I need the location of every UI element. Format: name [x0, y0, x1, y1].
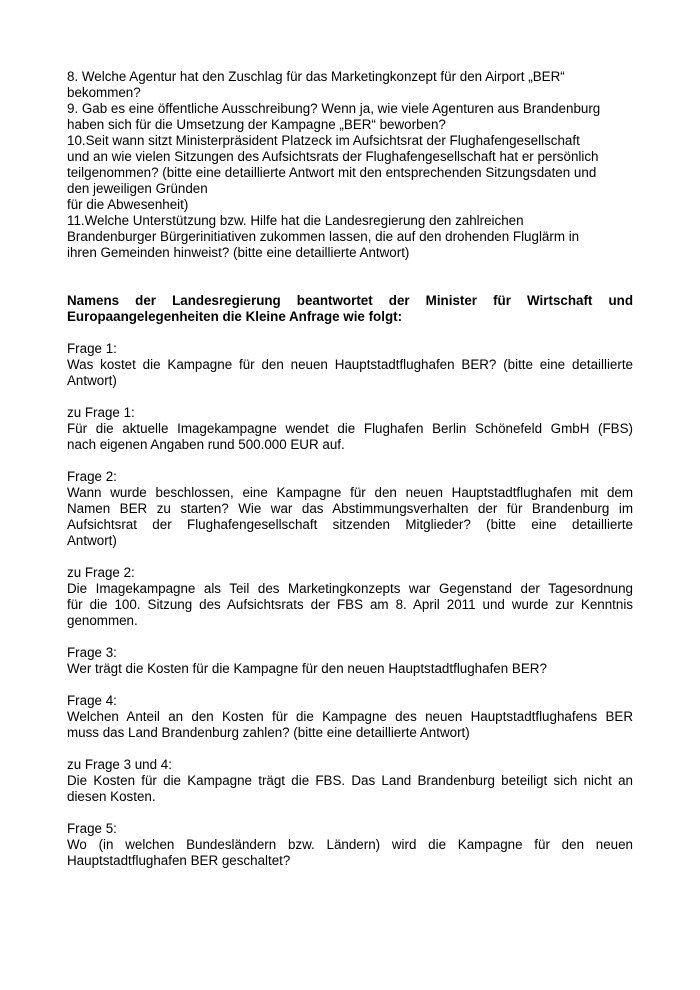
spacer [67, 629, 633, 645]
text-line: Wer trägt die Kosten für die Kampagne für den neuen Hauptstadtflughafen BER? [67, 661, 547, 676]
question-9 [67, 101, 633, 133]
text-line: Hauptstadtflughafen BER geschaltet? [67, 853, 291, 868]
frage-5 [67, 821, 633, 869]
section-label: Frage 4: [67, 693, 117, 708]
text-line: teilgenommen? (bitte eine detaillierte Antwort mit den entsprechenden Sitzungsdaten und [67, 165, 597, 180]
section-label: zu Frage 2: [67, 565, 135, 580]
frage-4 [67, 693, 633, 741]
section-label: zu Frage 3 und 4: [67, 757, 172, 772]
question-8 [67, 69, 633, 101]
text-line: Namens der Landesregierung beantwortet der Minister für Wirtschaft und [67, 293, 633, 308]
text-line: Für die aktuelle Imagekampagne wendet die Flughafen Berlin Schönefeld GmbH (FBS) [67, 421, 633, 436]
text-line: Europaangelegenheiten die Kleine Anfrage wie folgt: [67, 309, 403, 324]
text-line: Die Kosten für die Kampagne trägt die FBS. Das Land Brandenburg beteiligt sich nicht an [67, 773, 633, 788]
text-line: Antwort) [67, 373, 117, 388]
spacer [67, 325, 633, 341]
answer-intro [67, 293, 633, 325]
text-line: Brandenburger Bürgerinitiativen zukommen lassen, die auf den drohenden Fluglärm in [67, 229, 580, 244]
text-line: bekommen? [67, 85, 141, 100]
text-line: den jeweiligen Gründen [67, 181, 208, 196]
spacer [67, 805, 633, 821]
text-line: diesen Kosten. [67, 789, 156, 804]
text-line: für die Abwesenheit) [67, 197, 189, 212]
text-line: für die 100. Sitzung des Aufsichtsrats der FBS am 8. April 2011 und wurde zur Kenntnis [67, 597, 633, 612]
frage-1 [67, 341, 633, 389]
text-line: muss das Land Brandenburg zahlen? (bitte eine detaillierte Antwort) [67, 725, 470, 740]
text-line: Antwort) [67, 533, 117, 548]
text-line: Wann wurde beschlossen, eine Kampagne für den neuen Hauptstadtflughafen mit dem [67, 485, 633, 500]
text-line: Was kostet die Kampagne für den neuen Hauptstadtflughafen BER? (bitte eine detaillierte [67, 357, 633, 372]
text-line: nach eigenen Angaben rund 500.000 EUR auf. [67, 437, 345, 452]
text-line: haben sich für die Umsetzung der Kampagne „BER“ beworben? [67, 117, 446, 132]
section-label: Frage 2: [67, 469, 117, 484]
text-line: Aufsichtsrat der Flughafengesellschaft sitzenden Mitglieder? (bitte eine detaillierte [67, 517, 633, 532]
text-line: 9. Gab es eine öffentliche Ausschreibung? Wenn ja, wie viele Agenturen aus Brandenburg [67, 101, 601, 116]
spacer [67, 741, 633, 757]
question-10 [67, 133, 633, 213]
frage-3 [67, 645, 633, 677]
text-line: 10.Seit wann sitzt Ministerpräsident Platzeck im Aufsichtsrat der Flughafengesellschaft [67, 133, 580, 148]
document-page [67, 69, 633, 869]
frage-2 [67, 469, 633, 549]
spacer [67, 453, 633, 469]
spacer [67, 677, 633, 693]
text-line: Namen BER zu starten? Wie war das Abstimmungsverhalten der für Brandenburg im [67, 501, 633, 516]
antwort-3-und-4 [67, 757, 633, 805]
text-line: genommen. [67, 613, 138, 628]
question-11 [67, 213, 633, 261]
spacer [67, 261, 633, 293]
text-line: Die Imagekampagne als Teil des Marketingkonzepts war Gegenstand der Tagesordnung [67, 581, 633, 596]
text-line: 11.Welche Unterstützung bzw. Hilfe hat die Landesregierung den zahlreichen [67, 213, 524, 228]
spacer [67, 549, 633, 565]
section-label: zu Frage 1: [67, 405, 135, 420]
text-line: Welchen Anteil an den Kosten für die Kampagne des neuen Hauptstadtflughafens BER [67, 709, 633, 724]
section-label: Frage 3: [67, 645, 117, 660]
section-label: Frage 1: [67, 341, 117, 356]
text-line: ihren Gemeinden hinweist? (bitte eine detaillierte Antwort) [67, 245, 410, 260]
spacer [67, 389, 633, 405]
text-line: 8. Welche Agentur hat den Zuschlag für das Marketingkonzept für den Airport „BER“ [67, 69, 565, 84]
text-line: und an wie vielen Sitzungen des Aufsichtsrats der Flughafengesellschaft hat er persönlich [67, 149, 599, 164]
text-line: Wo (in welchen Bundesländern bzw. Ländern) wird die Kampagne für den neuen [67, 837, 633, 852]
section-label: Frage 5: [67, 821, 117, 836]
antwort-2 [67, 565, 633, 629]
antwort-1 [67, 405, 633, 453]
